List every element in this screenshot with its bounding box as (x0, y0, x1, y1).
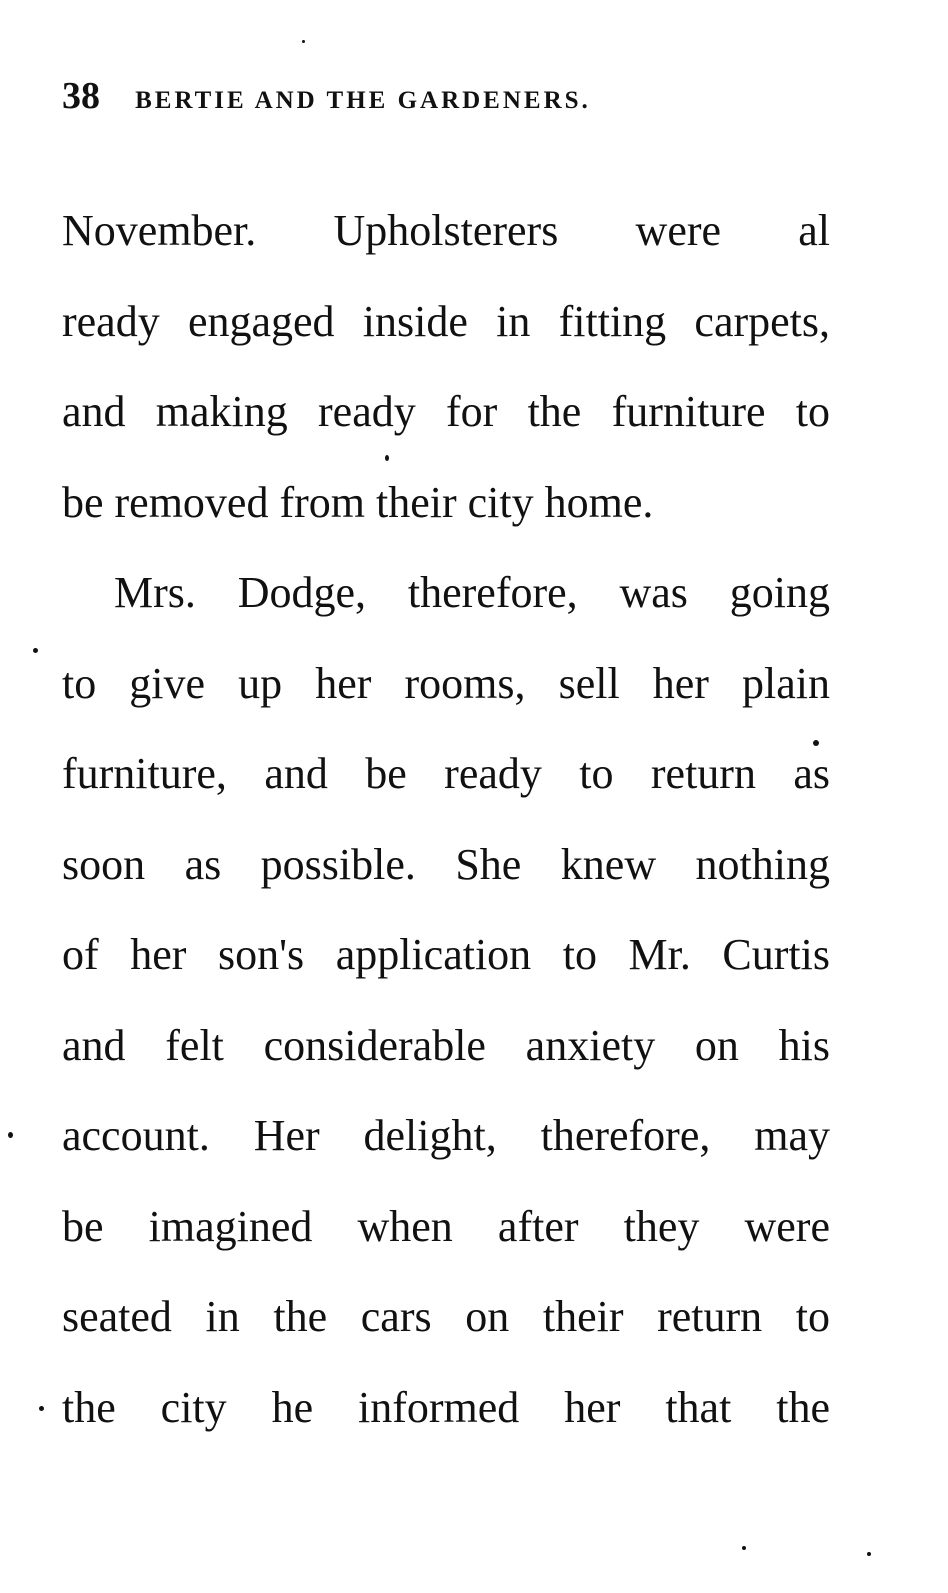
page-number: 38 (62, 75, 100, 117)
text-line: be imagined when after they were (62, 1201, 830, 1251)
scan-speck (33, 648, 38, 653)
text-line: furniture, and be ready to return as (62, 749, 830, 798)
text-line: and felt considerable anxiety on his (62, 1020, 830, 1070)
body-text (62, 186, 830, 1453)
page-header (62, 74, 832, 128)
scan-speck (8, 1132, 13, 1138)
text-line: November. Upholsterers were al (62, 206, 830, 255)
text-line: of her son's application to Mr. Curtis (62, 930, 830, 979)
scan-speck (39, 1406, 44, 1411)
text-line: be removed from their city home. (62, 477, 654, 527)
running-title: BERTIE AND THE GARDENERS. (135, 87, 591, 114)
text-line: soon as possible. She knew nothing (62, 839, 830, 889)
scan-speck (742, 1546, 746, 1550)
scan-speck (813, 740, 819, 746)
text-line: seated in the cars on their return to (62, 1292, 830, 1341)
text-line: the city he informed her that the (62, 1382, 830, 1432)
paragraph-first-line: Mrs. Dodge, therefore, was going (114, 568, 830, 617)
scan-speck (302, 40, 305, 43)
text-line: ready engaged inside in fitting carpets, (62, 296, 830, 346)
scan-speck (867, 1552, 871, 1556)
text-line: account. Her delight, therefore, may (62, 1111, 830, 1160)
scan-speck (385, 455, 389, 461)
text-line: to give up her rooms, sell her plain (62, 658, 830, 708)
text-line: and making ready for the furniture to (62, 387, 830, 436)
